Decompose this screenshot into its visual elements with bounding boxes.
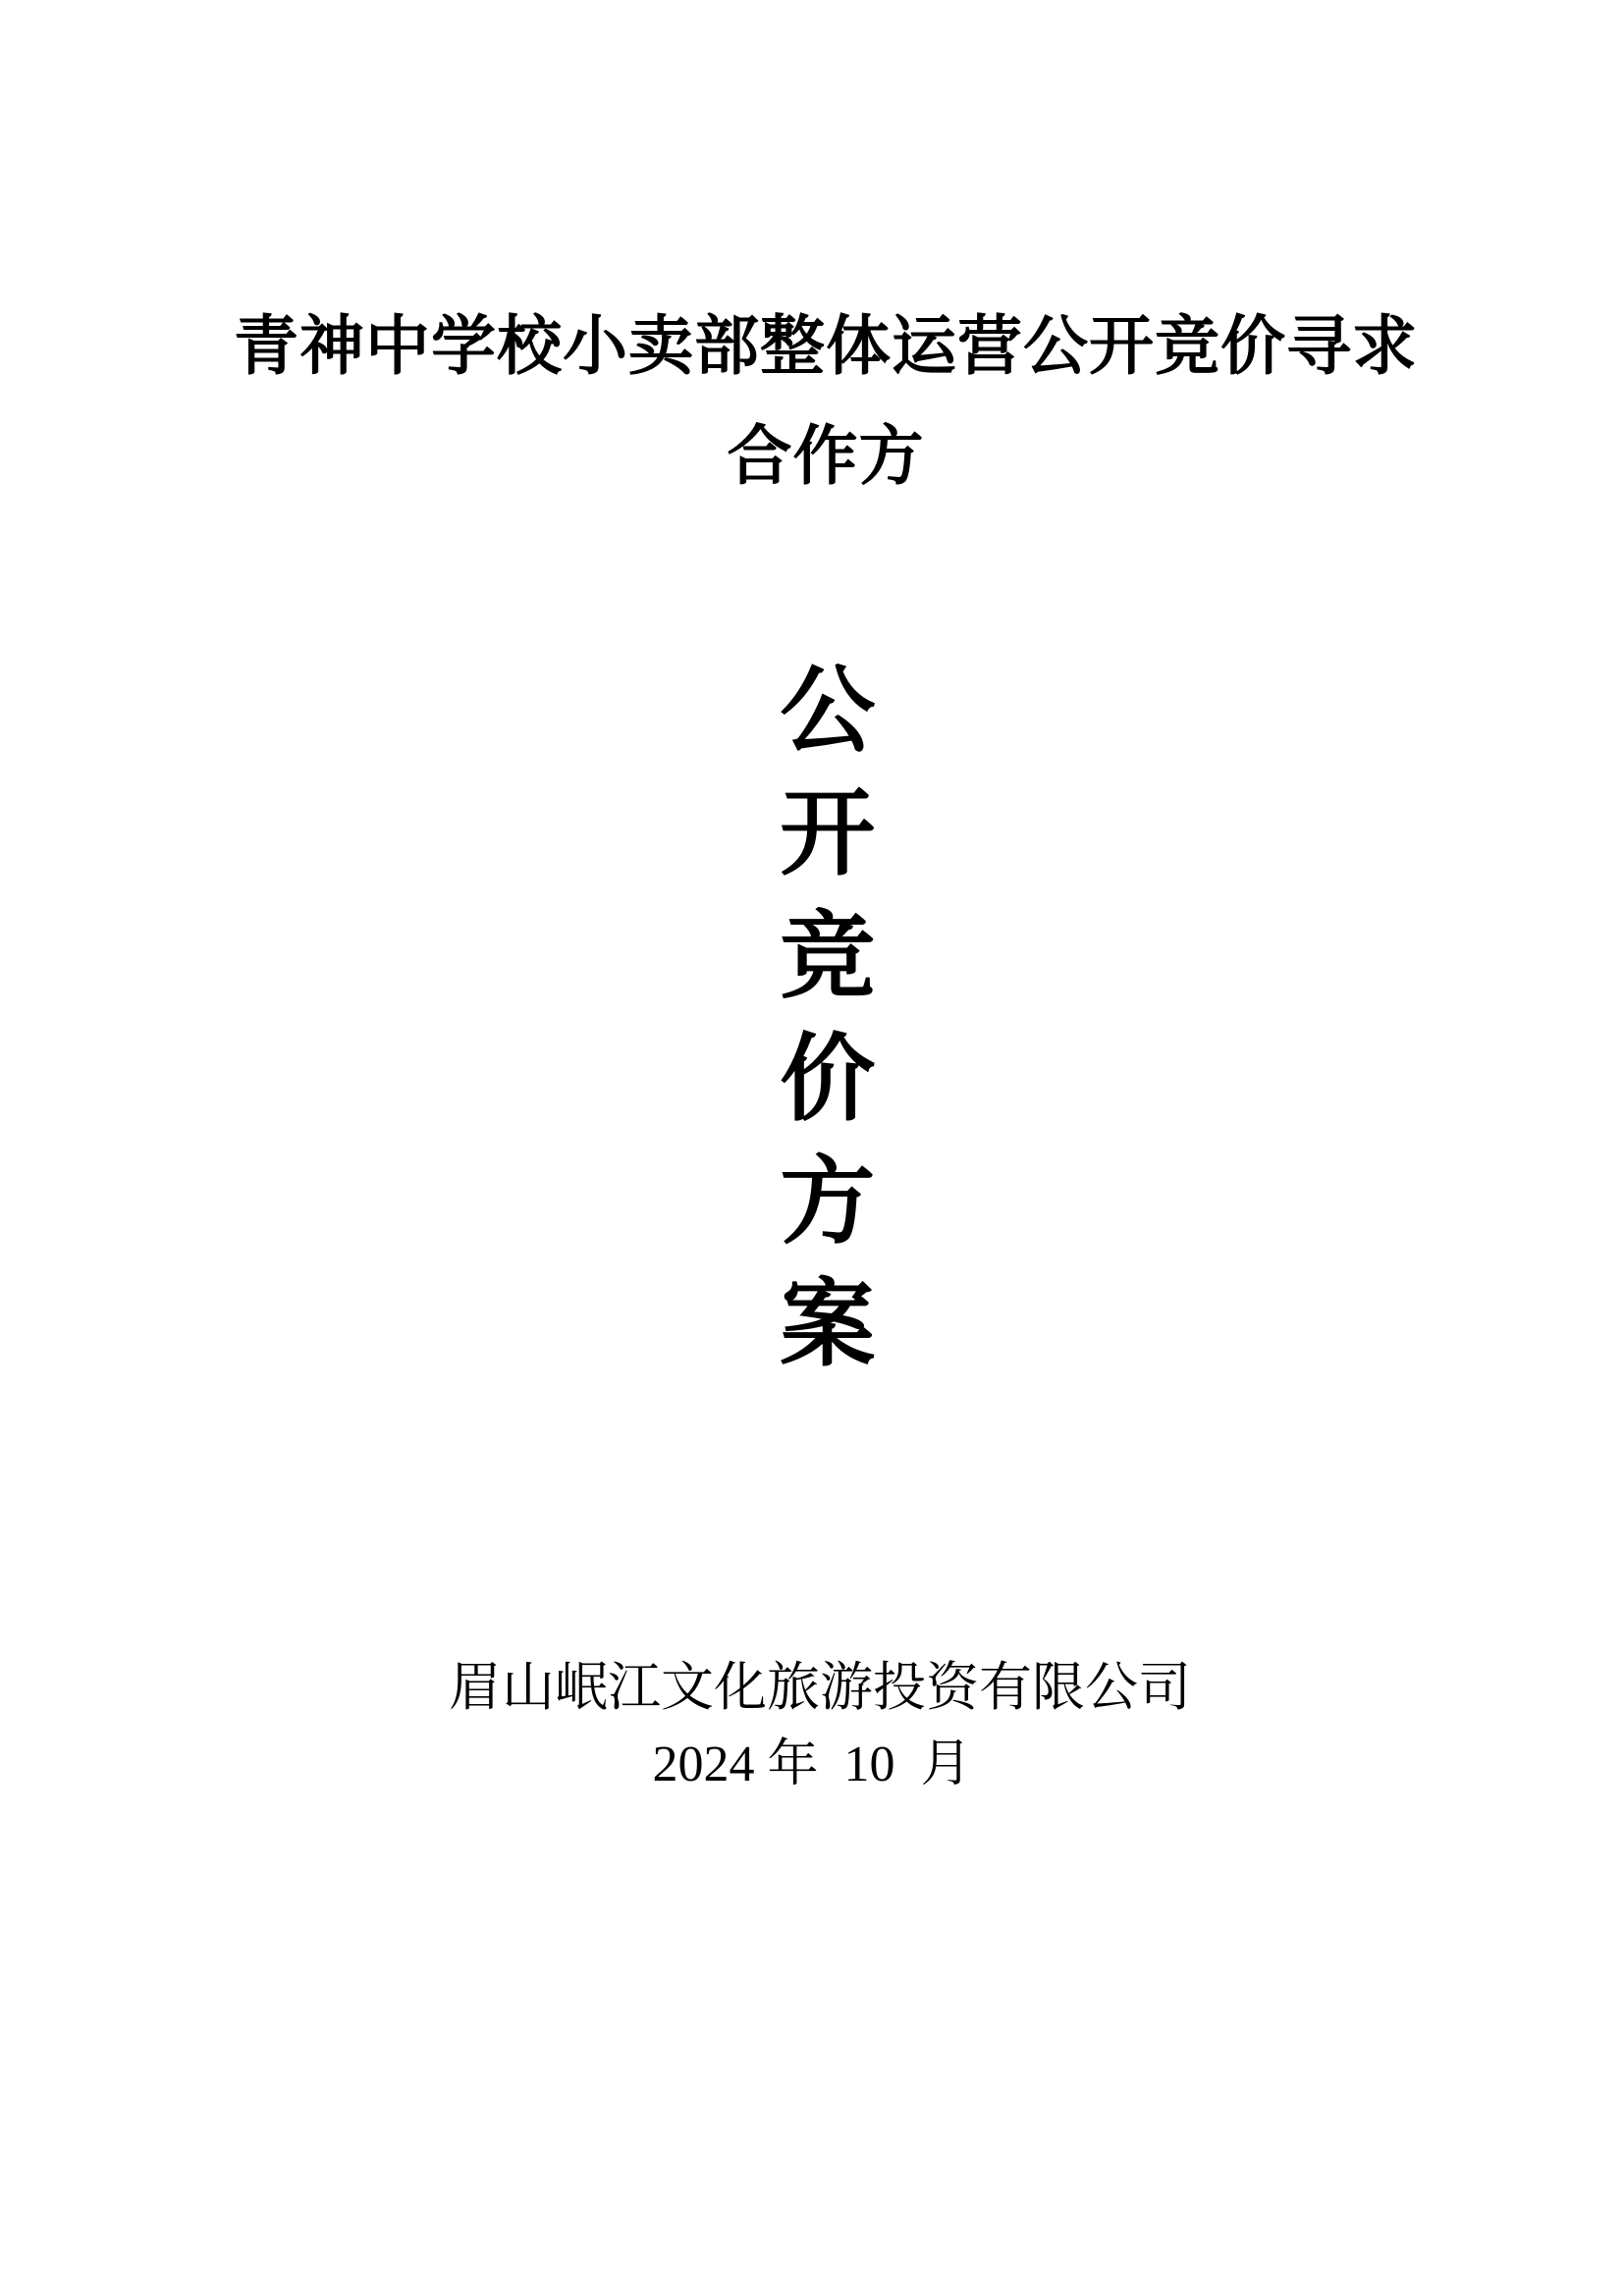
title-line-2: 合作方	[727, 421, 925, 493]
title-line-1: 青神中学校小卖部整体运营公开竞价寻求	[234, 311, 1418, 383]
publication-date: 2024 年 10 月	[652, 1736, 972, 1792]
document-title	[14, 293, 1624, 512]
vertical-subtitle: 公开竞价方案	[765, 660, 871, 1396]
company-name: 眉山岷江文化旅游投资有限公司	[449, 1658, 1191, 1717]
